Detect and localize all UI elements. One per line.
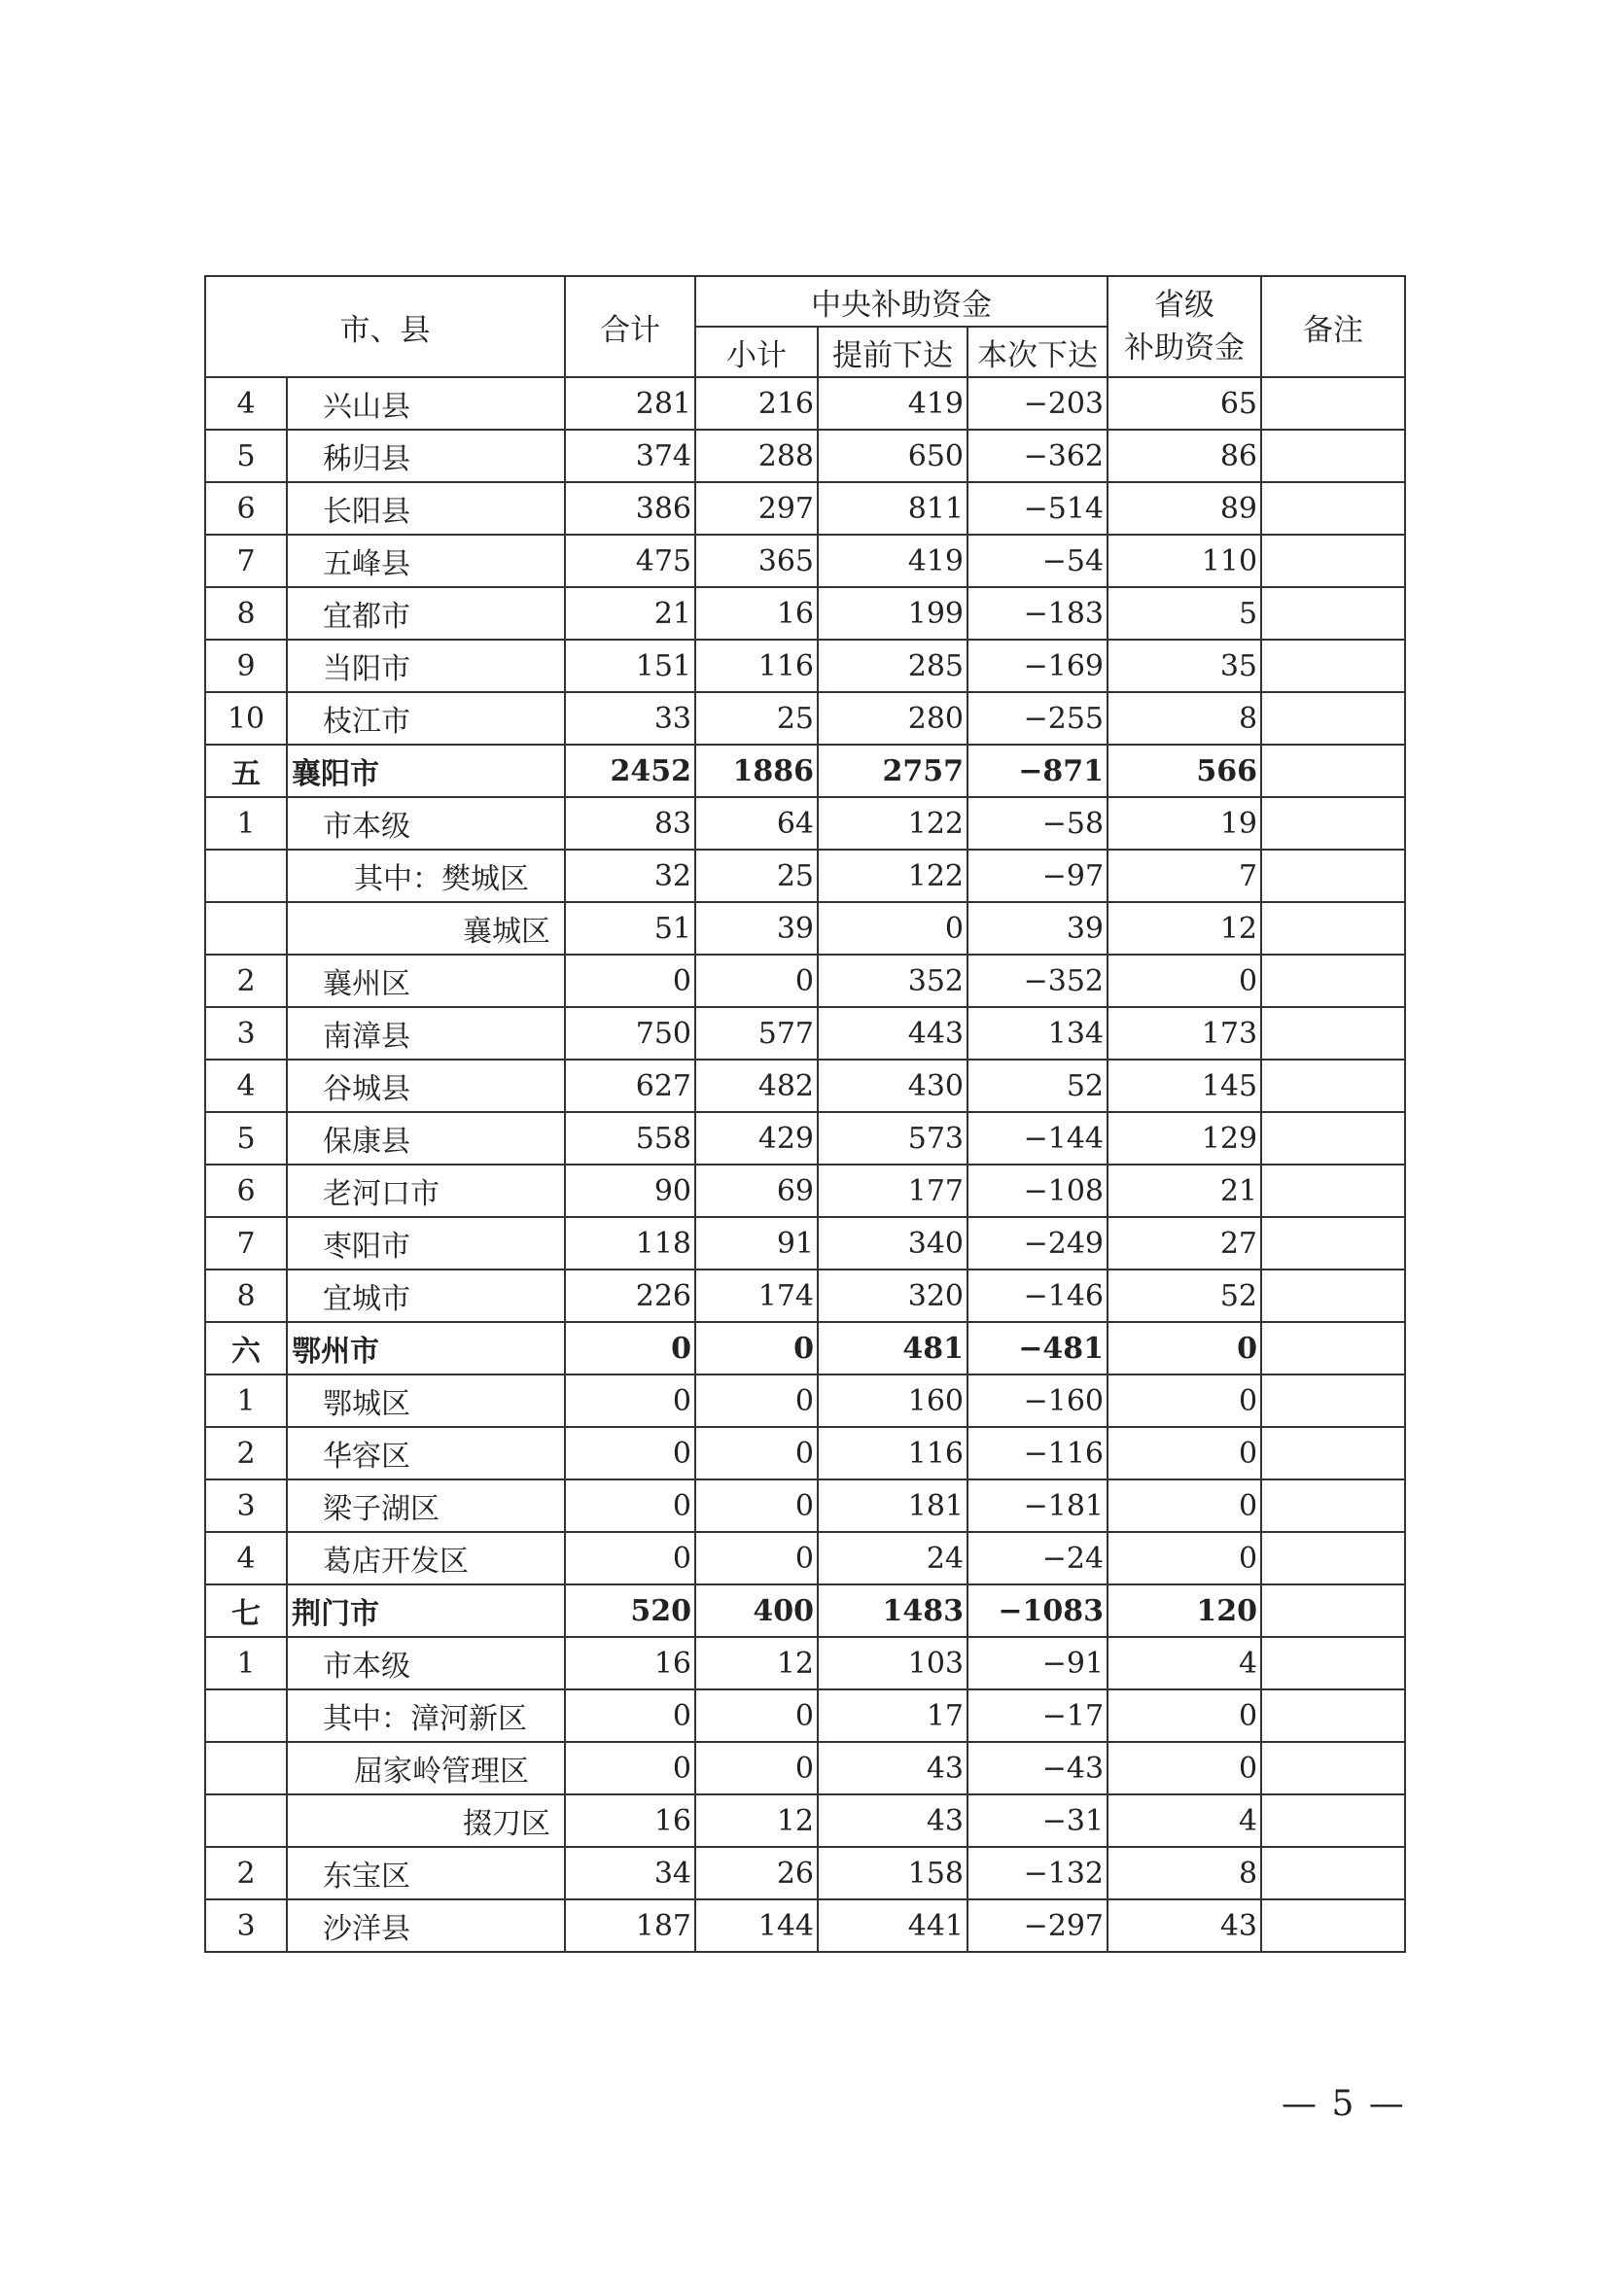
row-provincial: 35: [1108, 640, 1261, 692]
row-subtotal: 39: [695, 902, 818, 955]
row-total: 151: [565, 640, 695, 692]
row-provincial: 21: [1108, 1165, 1261, 1217]
row-total: 0: [565, 955, 695, 1007]
row-index: 8: [205, 1270, 287, 1322]
row-subtotal: 0: [695, 1742, 818, 1794]
row-current: −31: [967, 1794, 1108, 1847]
table-row: [205, 1165, 1405, 1217]
row-total: 16: [565, 1794, 695, 1847]
table-row: [205, 535, 1405, 587]
row-current: −58: [967, 797, 1108, 850]
table-row: [205, 1270, 1405, 1322]
row-name: 秭归县: [287, 430, 565, 482]
row-remark: [1261, 902, 1405, 955]
table-row: [205, 1847, 1405, 1899]
row-remark: [1261, 797, 1405, 850]
row-name: 保康县: [287, 1112, 565, 1165]
row-name: 谷城县: [287, 1060, 565, 1112]
table-row: [205, 587, 1405, 640]
row-index: 6: [205, 482, 287, 535]
row-index: 2: [205, 1847, 287, 1899]
row-remark: [1261, 745, 1405, 797]
row-index: 2: [205, 955, 287, 1007]
row-current: −54: [967, 535, 1108, 587]
row-current: −132: [967, 1847, 1108, 1899]
row-provincial: 0: [1108, 1479, 1261, 1532]
row-name: 枝江市: [287, 692, 565, 745]
row-index: [205, 850, 287, 902]
row-remark: [1261, 1637, 1405, 1689]
row-remark: [1261, 1217, 1405, 1270]
row-index: 1: [205, 797, 287, 850]
row-total: 558: [565, 1112, 695, 1165]
row-subtotal: 482: [695, 1060, 818, 1112]
table-row: [205, 797, 1405, 850]
row-index: 3: [205, 1479, 287, 1532]
row-index: 7: [205, 535, 287, 587]
row-provincial: 110: [1108, 535, 1261, 587]
row-remark: [1261, 1479, 1405, 1532]
row-total: 0: [565, 1322, 695, 1374]
row-subtotal: 0: [695, 1479, 818, 1532]
row-subtotal: 12: [695, 1794, 818, 1847]
row-current: −160: [967, 1374, 1108, 1427]
row-remark: [1261, 587, 1405, 640]
row-subtotal: 429: [695, 1112, 818, 1165]
row-advance: 352: [818, 955, 967, 1007]
row-name: 沙洋县: [287, 1899, 565, 1952]
row-advance: 2757: [818, 745, 967, 797]
row-current: −43: [967, 1742, 1108, 1794]
row-index: 9: [205, 640, 287, 692]
row-total: 627: [565, 1060, 695, 1112]
row-current: 52: [967, 1060, 1108, 1112]
row-subtotal: 297: [695, 482, 818, 535]
row-name: 市本级: [287, 797, 565, 850]
header-subtotal: 小计: [695, 327, 818, 377]
table-row: [205, 902, 1405, 955]
row-current: −514: [967, 482, 1108, 535]
row-index: [205, 1794, 287, 1847]
row-advance: 419: [818, 377, 967, 430]
row-total: 750: [565, 1007, 695, 1060]
row-current: −255: [967, 692, 1108, 745]
row-remark: [1261, 535, 1405, 587]
row-subtotal: 25: [695, 850, 818, 902]
row-remark: [1261, 430, 1405, 482]
row-index: 五: [205, 745, 287, 797]
row-advance: 43: [818, 1794, 967, 1847]
row-provincial: 5: [1108, 587, 1261, 640]
row-index: 5: [205, 1112, 287, 1165]
table-row: [205, 1742, 1405, 1794]
row-provincial: 0: [1108, 1689, 1261, 1742]
row-remark: [1261, 692, 1405, 745]
row-advance: 43: [818, 1742, 967, 1794]
table-row: [205, 1689, 1405, 1742]
row-provincial: 89: [1108, 482, 1261, 535]
row-index: 4: [205, 377, 287, 430]
row-provincial: 4: [1108, 1637, 1261, 1689]
row-advance: 419: [818, 535, 967, 587]
row-advance: 122: [818, 850, 967, 902]
table-row: [205, 1637, 1405, 1689]
row-current: −249: [967, 1217, 1108, 1270]
row-total: 2452: [565, 745, 695, 797]
row-index: [205, 1689, 287, 1742]
row-subtotal: 12: [695, 1637, 818, 1689]
row-index: 1: [205, 1374, 287, 1427]
row-total: 520: [565, 1584, 695, 1637]
row-remark: [1261, 850, 1405, 902]
row-name: 兴山县: [287, 377, 565, 430]
row-current: −108: [967, 1165, 1108, 1217]
table-row: [205, 1322, 1405, 1374]
row-provincial: 120: [1108, 1584, 1261, 1637]
row-advance: 0: [818, 902, 967, 955]
row-subtotal: 64: [695, 797, 818, 850]
row-current: −181: [967, 1479, 1108, 1532]
row-provincial: 12: [1108, 902, 1261, 955]
row-subtotal: 0: [695, 955, 818, 1007]
row-advance: 177: [818, 1165, 967, 1217]
row-name: 老河口市: [287, 1165, 565, 1217]
row-index: 4: [205, 1060, 287, 1112]
row-provincial: 19: [1108, 797, 1261, 850]
table-row: [205, 1217, 1405, 1270]
row-subtotal: 288: [695, 430, 818, 482]
table-row: [205, 745, 1405, 797]
row-provincial: 27: [1108, 1217, 1261, 1270]
table-row: [205, 1374, 1405, 1427]
row-index: 七: [205, 1584, 287, 1637]
row-remark: [1261, 1742, 1405, 1794]
row-index: 5: [205, 430, 287, 482]
row-total: 0: [565, 1742, 695, 1794]
row-name: 市本级: [287, 1637, 565, 1689]
row-provincial: 4: [1108, 1794, 1261, 1847]
row-current: 134: [967, 1007, 1108, 1060]
row-remark: [1261, 1794, 1405, 1847]
row-total: 0: [565, 1427, 695, 1479]
row-provincial: 86: [1108, 430, 1261, 482]
row-provincial: 145: [1108, 1060, 1261, 1112]
row-advance: 811: [818, 482, 967, 535]
header-current: 本次下达: [967, 327, 1108, 377]
row-subtotal: 144: [695, 1899, 818, 1952]
row-advance: 122: [818, 797, 967, 850]
row-total: 281: [565, 377, 695, 430]
row-current: −169: [967, 640, 1108, 692]
row-index: 1: [205, 1637, 287, 1689]
row-total: 0: [565, 1374, 695, 1427]
row-total: 34: [565, 1847, 695, 1899]
page-number: — 5 —: [1282, 2084, 1406, 2124]
row-index: [205, 902, 287, 955]
row-advance: 340: [818, 1217, 967, 1270]
row-name: 荆门市: [287, 1584, 565, 1637]
row-total: 51: [565, 902, 695, 955]
row-provincial: 129: [1108, 1112, 1261, 1165]
row-advance: 24: [818, 1532, 967, 1584]
row-subtotal: 0: [695, 1532, 818, 1584]
row-total: 0: [565, 1532, 695, 1584]
row-current: −97: [967, 850, 1108, 902]
row-total: 32: [565, 850, 695, 902]
row-subtotal: 174: [695, 1270, 818, 1322]
row-remark: [1261, 1270, 1405, 1322]
row-remark: [1261, 1899, 1405, 1952]
row-remark: [1261, 640, 1405, 692]
row-name: 其中：樊城区: [287, 850, 565, 902]
row-subtotal: 26: [695, 1847, 818, 1899]
row-current: −183: [967, 587, 1108, 640]
row-index: 六: [205, 1322, 287, 1374]
row-remark: [1261, 1060, 1405, 1112]
row-remark: [1261, 482, 1405, 535]
row-subtotal: 1886: [695, 745, 818, 797]
row-name: 梁子湖区: [287, 1479, 565, 1532]
row-remark: [1261, 1374, 1405, 1427]
row-total: 83: [565, 797, 695, 850]
row-index: 2: [205, 1427, 287, 1479]
row-provincial: 0: [1108, 1742, 1261, 1794]
table-row: [205, 430, 1405, 482]
row-advance: 116: [818, 1427, 967, 1479]
row-index: 4: [205, 1532, 287, 1584]
row-subtotal: 400: [695, 1584, 818, 1637]
row-advance: 1483: [818, 1584, 967, 1637]
row-total: 187: [565, 1899, 695, 1952]
header-remark: 备注: [1261, 276, 1405, 377]
row-name: 屈家岭管理区: [287, 1742, 565, 1794]
row-advance: 199: [818, 587, 967, 640]
row-total: 16: [565, 1637, 695, 1689]
row-current: −144: [967, 1112, 1108, 1165]
row-name: 宜都市: [287, 587, 565, 640]
row-advance: 103: [818, 1637, 967, 1689]
row-advance: 158: [818, 1847, 967, 1899]
row-total: 0: [565, 1689, 695, 1742]
row-provincial: 65: [1108, 377, 1261, 430]
row-current: −1083: [967, 1584, 1108, 1637]
row-provincial: 52: [1108, 1270, 1261, 1322]
row-advance: 573: [818, 1112, 967, 1165]
row-index: 7: [205, 1217, 287, 1270]
row-total: 226: [565, 1270, 695, 1322]
row-subtotal: 0: [695, 1374, 818, 1427]
row-subtotal: 365: [695, 535, 818, 587]
row-advance: 430: [818, 1060, 967, 1112]
row-index: 10: [205, 692, 287, 745]
row-subtotal: 0: [695, 1322, 818, 1374]
row-subtotal: 577: [695, 1007, 818, 1060]
row-total: 0: [565, 1479, 695, 1532]
row-current: −24: [967, 1532, 1108, 1584]
table-row: [205, 1112, 1405, 1165]
row-name: 南漳县: [287, 1007, 565, 1060]
table-body: [205, 377, 1405, 1952]
row-provincial: 566: [1108, 745, 1261, 797]
row-total: 21: [565, 587, 695, 640]
row-subtotal: 69: [695, 1165, 818, 1217]
row-name: 襄州区: [287, 955, 565, 1007]
row-remark: [1261, 1165, 1405, 1217]
row-subtotal: 25: [695, 692, 818, 745]
row-index: 3: [205, 1899, 287, 1952]
row-provincial: 173: [1108, 1007, 1261, 1060]
row-remark: [1261, 1007, 1405, 1060]
row-advance: 17: [818, 1689, 967, 1742]
table-row: [205, 1427, 1405, 1479]
row-provincial: 0: [1108, 1322, 1261, 1374]
row-advance: 443: [818, 1007, 967, 1060]
row-provincial: 8: [1108, 692, 1261, 745]
row-name: 鄂州市: [287, 1322, 565, 1374]
row-provincial: 43: [1108, 1899, 1261, 1952]
row-name: 葛店开发区: [287, 1532, 565, 1584]
table-row: [205, 1584, 1405, 1637]
row-subtotal: 116: [695, 640, 818, 692]
row-name: 襄城区: [287, 902, 565, 955]
row-provincial: 0: [1108, 1532, 1261, 1584]
table-row: [205, 692, 1405, 745]
table-row: [205, 1479, 1405, 1532]
row-name: 当阳市: [287, 640, 565, 692]
row-name: 其中：漳河新区: [287, 1689, 565, 1742]
row-name: 掇刀区: [287, 1794, 565, 1847]
row-provincial: 7: [1108, 850, 1261, 902]
row-subtotal: 16: [695, 587, 818, 640]
row-current: −481: [967, 1322, 1108, 1374]
row-total: 33: [565, 692, 695, 745]
row-advance: 441: [818, 1899, 967, 1952]
row-advance: 650: [818, 430, 967, 482]
row-remark: [1261, 1322, 1405, 1374]
row-subtotal: 91: [695, 1217, 818, 1270]
row-total: 90: [565, 1165, 695, 1217]
row-name: 华容区: [287, 1427, 565, 1479]
row-remark: [1261, 377, 1405, 430]
table-row: [205, 482, 1405, 535]
row-current: −203: [967, 377, 1108, 430]
row-name: 东宝区: [287, 1847, 565, 1899]
row-remark: [1261, 1689, 1405, 1742]
row-subtotal: 0: [695, 1689, 818, 1742]
row-remark: [1261, 955, 1405, 1007]
row-current: 39: [967, 902, 1108, 955]
row-advance: 285: [818, 640, 967, 692]
row-total: 118: [565, 1217, 695, 1270]
row-current: −116: [967, 1427, 1108, 1479]
row-remark: [1261, 1532, 1405, 1584]
table-row: [205, 955, 1405, 1007]
table-row: [205, 1007, 1405, 1060]
row-current: −17: [967, 1689, 1108, 1742]
header-region: 市、县: [205, 276, 565, 377]
row-provincial: 0: [1108, 1374, 1261, 1427]
row-remark: [1261, 1427, 1405, 1479]
row-advance: 280: [818, 692, 967, 745]
header-total: 合计: [565, 276, 695, 377]
row-current: −91: [967, 1637, 1108, 1689]
row-remark: [1261, 1584, 1405, 1637]
row-subtotal: 216: [695, 377, 818, 430]
row-advance: 181: [818, 1479, 967, 1532]
row-total: 386: [565, 482, 695, 535]
row-subtotal: 0: [695, 1427, 818, 1479]
row-remark: [1261, 1847, 1405, 1899]
row-current: −352: [967, 955, 1108, 1007]
table-row: [205, 1899, 1405, 1952]
header-advance: 提前下达: [818, 327, 967, 377]
row-provincial: 8: [1108, 1847, 1261, 1899]
table-row: [205, 1794, 1405, 1847]
row-name: 鄂城区: [287, 1374, 565, 1427]
row-name: 枣阳市: [287, 1217, 565, 1270]
row-total: 475: [565, 535, 695, 587]
allocation-table: [204, 275, 1406, 1953]
header-provincial: 省级 补助资金: [1108, 276, 1261, 377]
row-advance: 481: [818, 1322, 967, 1374]
row-remark: [1261, 1112, 1405, 1165]
row-current: −871: [967, 745, 1108, 797]
row-advance: 160: [818, 1374, 967, 1427]
table-row: [205, 1532, 1405, 1584]
table-row: [205, 377, 1405, 430]
row-current: −362: [967, 430, 1108, 482]
row-name: 五峰县: [287, 535, 565, 587]
row-index: 3: [205, 1007, 287, 1060]
header-central: 中央补助资金: [695, 276, 1108, 327]
table-row: [205, 850, 1405, 902]
row-total: 374: [565, 430, 695, 482]
table-row: [205, 640, 1405, 692]
row-advance: 320: [818, 1270, 967, 1322]
row-name: 宜城市: [287, 1270, 565, 1322]
row-provincial: 0: [1108, 1427, 1261, 1479]
row-name: 襄阳市: [287, 745, 565, 797]
row-name: 长阳县: [287, 482, 565, 535]
row-current: −146: [967, 1270, 1108, 1322]
row-index: [205, 1742, 287, 1794]
row-provincial: 0: [1108, 955, 1261, 1007]
row-current: −297: [967, 1899, 1108, 1952]
row-index: 8: [205, 587, 287, 640]
row-index: 6: [205, 1165, 287, 1217]
table-row: [205, 1060, 1405, 1112]
